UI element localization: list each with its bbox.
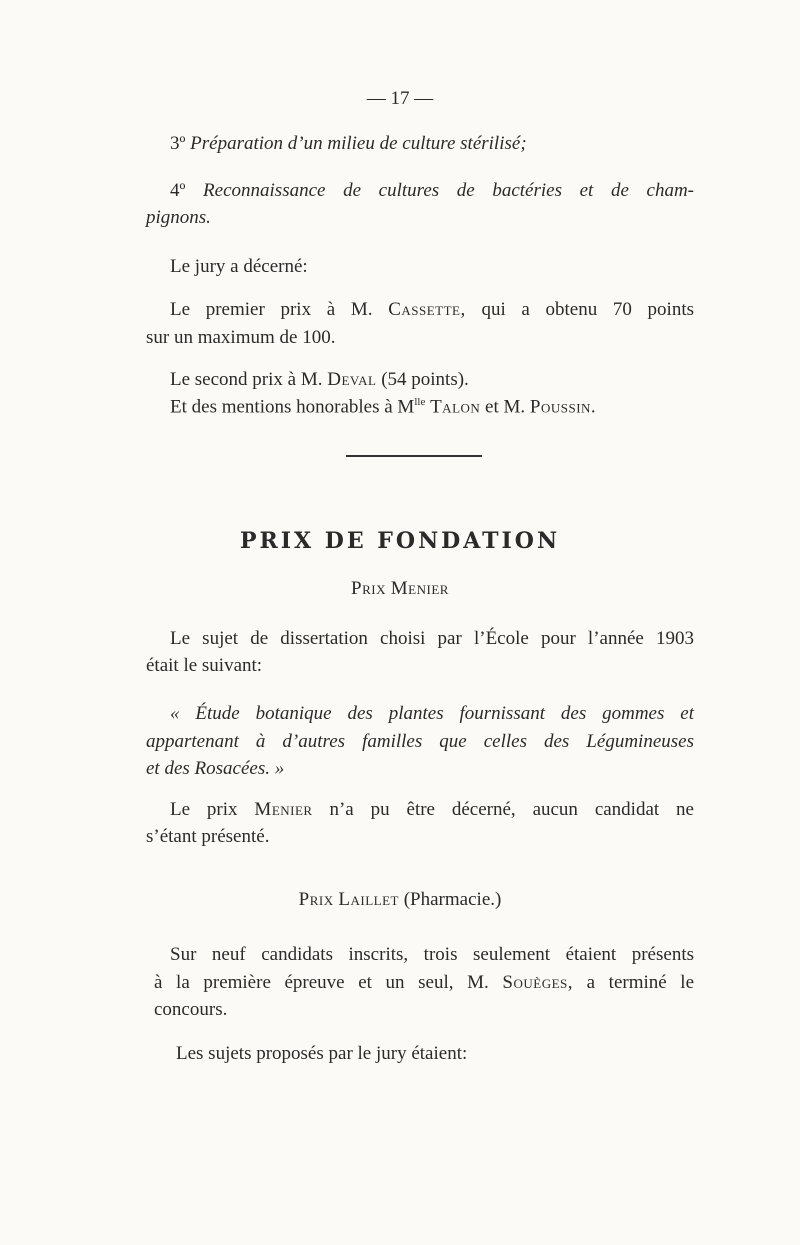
first-prize-line-1 [170, 299, 694, 321]
first-prize-line-2: sur un maximum de 100. [146, 327, 336, 348]
quote-line-1: « Étude botanique des plantes fournissant des gommes et [170, 703, 694, 724]
person-name: Talon [430, 396, 481, 418]
list-item-4-continued: pignons. [146, 207, 211, 228]
person-name: Souèges, [502, 972, 573, 993]
section-heading: PRIX DE FONDATION [239, 528, 561, 554]
text: qui a obtenu 70 points [481, 299, 695, 320]
text: et M. [485, 396, 526, 418]
honorable-mentions-line [170, 396, 596, 418]
laillet-line-2 [154, 972, 694, 994]
section-divider [346, 455, 482, 457]
person-name: Deval [327, 369, 377, 390]
text: Menier [390, 578, 449, 599]
text: (Pharmacie.) [403, 889, 502, 910]
text: Et des mentions honorables à M [170, 396, 415, 418]
text: Prix [351, 578, 387, 599]
menier-result-line-1 [170, 799, 694, 821]
laillet-line-4: Les sujets proposés par le jury étaient: [176, 1043, 468, 1064]
superscript: lle [414, 396, 426, 408]
menier-result-line-2: s’étant présenté. [146, 826, 270, 847]
second-prize-line [170, 369, 469, 391]
laillet-line-1: Sur neuf candidats inscrits, trois seulement étaient présents [170, 944, 694, 965]
list-item-number: 3º [170, 133, 186, 154]
list-item-number: 4º [170, 180, 186, 201]
text: Le prix [170, 799, 238, 820]
sujet-line-2: était le suivant: [146, 655, 263, 676]
subsection-title-laillet [0, 889, 800, 911]
quote-line-3: et des Rosacées. » [146, 758, 285, 779]
list-item-3 [170, 133, 527, 155]
jury-intro: Le jury a décerné: [170, 256, 308, 277]
list-item-4 [170, 180, 694, 202]
text: Laillet [338, 889, 399, 910]
list-item-text: Reconnaissance de cultures de bactéries et de cham- [203, 180, 694, 201]
text: Prix [298, 889, 334, 910]
text: Le premier prix à M. [170, 299, 373, 320]
subsection-title-menier [0, 578, 800, 600]
person-name: Poussin. [529, 396, 597, 418]
text: à la première épreuve et un seul, M. [154, 972, 489, 993]
laillet-line-3: concours. [154, 999, 228, 1020]
text: (54 points). [381, 369, 469, 390]
quote-line-2: appartenant à d’autres familles que celles des Légumineuses [146, 731, 694, 752]
person-name: Menier [254, 799, 313, 820]
page-number: — 17 — [366, 88, 434, 109]
text: Le second prix à M. [170, 369, 323, 390]
text: a terminé le [586, 972, 695, 993]
list-item-text: Préparation d’un milieu de culture stérilisé; [190, 133, 527, 154]
text: n’a pu être décerné, aucun candidat ne [329, 799, 694, 820]
person-name: Cassette, [388, 299, 466, 320]
sujet-line-1: Le sujet de dissertation choisi par l’École pour l’année 1903 [170, 628, 694, 649]
